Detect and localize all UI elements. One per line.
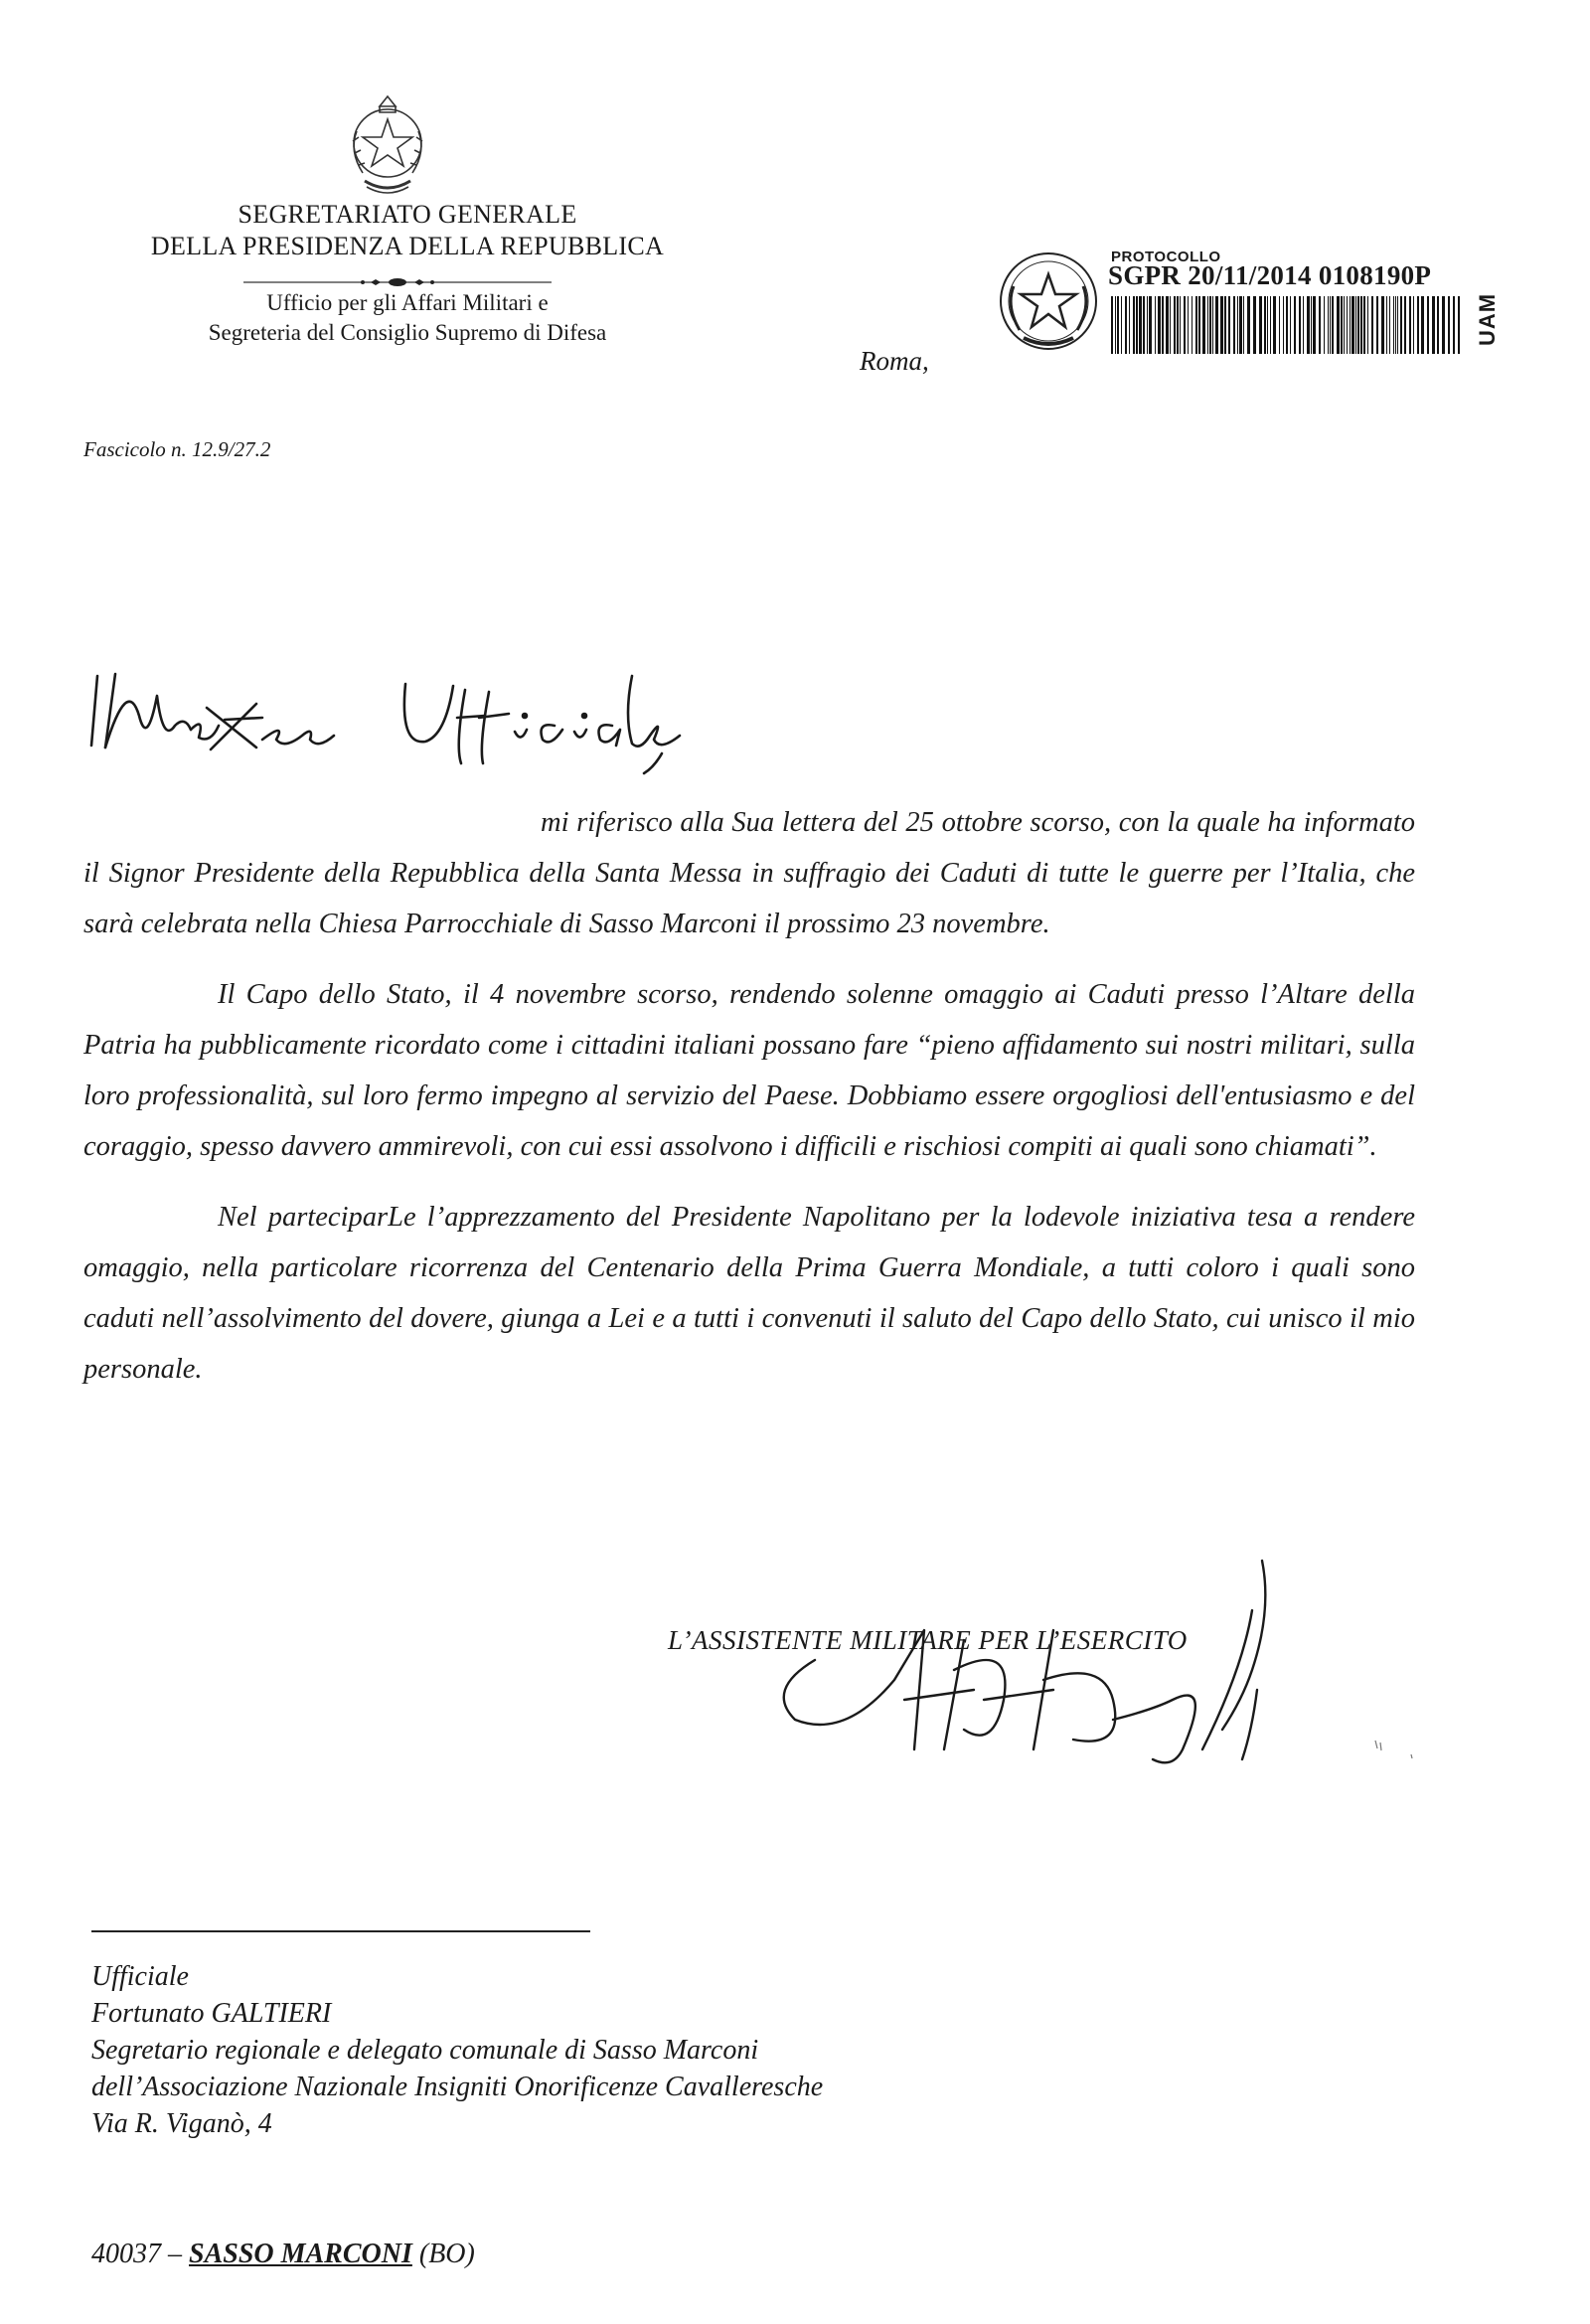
- recipient-line-4: dell’Associazione Nazionale Insigniti Onorificenze Cavalleresche: [91, 2072, 824, 2102]
- barcode-bar: [1212, 296, 1213, 354]
- barcode-bar: [1158, 296, 1161, 354]
- barcode-bar: [1371, 296, 1373, 354]
- barcode-bar: [1139, 296, 1142, 354]
- barcode-bar: [1149, 296, 1152, 354]
- barcode-bar: [1224, 296, 1226, 354]
- barcode-bar: [1360, 296, 1362, 354]
- barcode-bar: [1417, 296, 1419, 354]
- barcode-bar: [1393, 296, 1394, 354]
- signatory-title: L’ASSISTENTE MILITARE PER L’ESERCITO: [668, 1625, 1188, 1655]
- handwritten-salutation: [87, 656, 684, 775]
- barcode-bar: [1237, 296, 1238, 354]
- barcode-bar: [1233, 296, 1235, 354]
- barcode-bar: [1350, 296, 1351, 354]
- barcode-bar: [1209, 296, 1211, 354]
- barcode-bar: [1155, 296, 1156, 354]
- barcode-bar: [1381, 296, 1384, 354]
- barcode-bar: [1432, 296, 1435, 354]
- barcode-bar: [1400, 296, 1402, 354]
- letterhead-org-line1: SEGRETARIATO GENERALE: [238, 200, 577, 229]
- barcode-bar: [1367, 296, 1368, 354]
- letter-body: [83, 797, 1415, 1414]
- recipient-line-1: Ufficiale: [91, 1961, 189, 1992]
- barcode-bar: [1125, 296, 1127, 354]
- protocol-side-code-text: UAM: [1475, 292, 1500, 346]
- barcode-bar: [1313, 296, 1316, 354]
- letterhead-office-line2: Segreteria del Consiglio Supremo di Difesa: [208, 320, 607, 345]
- file-reference: Fascicolo n. 12.9/27.2: [83, 437, 271, 461]
- barcode-bar: [1337, 296, 1340, 354]
- barcode-bar: [1270, 296, 1271, 354]
- barcode-bar: [1404, 296, 1406, 354]
- barcode-bar: [1117, 296, 1119, 354]
- barcode-bar: [1352, 296, 1354, 354]
- barcode-bar: [1324, 296, 1325, 354]
- recipient-line-2: Fortunato GALTIERI: [91, 1998, 332, 2029]
- barcode-bar: [1115, 296, 1116, 354]
- barcode-bar: [1267, 296, 1268, 354]
- barcode-bar: [1299, 296, 1301, 354]
- barcode-bar: [1290, 296, 1291, 354]
- barcode-bar: [1215, 296, 1218, 354]
- protocol-label: PROTOCOLLO: [1111, 249, 1221, 265]
- barcode-bar: [1344, 296, 1345, 354]
- barcode-bar: [1273, 296, 1276, 354]
- protocol-number: SGPR 20/11/2014 0108190P: [1108, 260, 1432, 290]
- barcode-bar: [1283, 296, 1284, 354]
- barcode-bar: [1311, 296, 1312, 354]
- letterhead-ornament-divider: [243, 274, 552, 284]
- barcode-bar: [1180, 296, 1181, 354]
- barcode-bar: [1442, 296, 1445, 354]
- italian-republic-emblem-icon: [343, 91, 432, 201]
- barcode-bar: [1259, 296, 1262, 354]
- barcode-bar: [1376, 296, 1378, 354]
- barcode-bar: [1303, 296, 1304, 354]
- letterhead-org-line2: DELLA PRESIDENZA DELLA REPUBBLICA: [150, 232, 665, 260]
- barcode-bar: [1174, 296, 1176, 354]
- barcode-bar: [1143, 296, 1145, 354]
- italian-republic-seal-icon: [994, 247, 1103, 356]
- barcode-bar: [1220, 296, 1223, 354]
- protocol-side-code: [1469, 280, 1509, 350]
- barcode-bar: [1363, 296, 1365, 354]
- barcode-bar: [1332, 296, 1334, 354]
- barcode-bar: [1347, 296, 1348, 354]
- barcode-bar: [1177, 296, 1179, 354]
- barcode-bar: [1355, 296, 1356, 354]
- barcode-bar: [1129, 296, 1130, 354]
- barcode-bar: [1147, 296, 1148, 354]
- barcode-bar: [1395, 296, 1396, 354]
- barcode-bar: [1330, 296, 1331, 354]
- barcode-bar: [1136, 296, 1138, 354]
- barcode-bar: [1162, 296, 1164, 354]
- barcode-bar: [1170, 296, 1171, 354]
- barcode-bar: [1386, 296, 1387, 354]
- recipient-postcode: 40037 –: [91, 2239, 182, 2269]
- barcode-bar: [1228, 296, 1230, 354]
- barcode-bar: [1437, 296, 1439, 354]
- barcode-bar: [1453, 296, 1455, 354]
- barcode-bar: [1328, 296, 1329, 354]
- barcode-bar: [1195, 296, 1197, 354]
- barcode-bar: [1121, 296, 1122, 354]
- address-separator: [91, 1930, 590, 1932]
- barcode-bar: [1253, 296, 1256, 354]
- barcode-bar: [1133, 296, 1135, 354]
- barcode-bar: [1286, 296, 1288, 354]
- barcode-bar: [1448, 296, 1450, 354]
- body-paragraph-3: Nel parteciparLe l’apprezzamento del Presidente Napolitano per la lodevole iniziativa tesa a rendere omaggio, nella particolare ricorrenza del Centenario della Prima Guerra Mondiale, a tutti coloro i quali sono caduti nell’assolvimento del dovere, giunga a Lei e a tutti i convenuti il saluto del Capo dello Stato, cui unisco il mio personale.: [83, 1202, 1415, 1385]
- barcode-bar: [1319, 296, 1321, 354]
- recipient-city-line: [91, 2239, 475, 2270]
- barcode-bar: [1243, 296, 1244, 354]
- barcode-bar: [1188, 296, 1189, 354]
- recipient-address: [91, 1958, 823, 2142]
- barcode-bar: [1427, 296, 1429, 354]
- letterhead-office: [119, 288, 696, 348]
- barcode-icon: [1111, 296, 1461, 354]
- barcode-bar: [1341, 296, 1343, 354]
- recipient-line-3: Segretario regionale e delegato comunale di Sasso Marconi: [91, 2035, 759, 2066]
- body-paragraph-1: mi riferisco alla Sua lettera del 25 ottobre scorso, con la quale ha informato il Signor Presidente della Repubblica della Santa Messa in suffragio dei Caduti di tutte le guerre per l’Italia, che sarà celebrata nella Chiesa Parrocchiale di Sasso Marconi il prossimo 23 novembre.: [83, 807, 1415, 939]
- barcode-bar: [1239, 296, 1242, 354]
- recipient-line-5: Via R. Viganò, 4: [91, 2108, 272, 2139]
- recipient-town: SASSO MARCONI: [189, 2239, 412, 2269]
- barcode-bar: [1294, 296, 1296, 354]
- barcode-bar: [1421, 296, 1424, 354]
- body-paragraph-2: Il Capo dello Stato, il 4 novembre scorso, rendendo solenne omaggio ai Caduti presso l’Altare della Patria ha pubblicamente ricordato come i cittadini italiani possano fare “pieno affidamento sui nostri militari, sulla loro professionalità, sul loro fermo impegno al servizio del Paese. Dobbiamo essere orgogliosi dell'entusiasmo e del coraggio, spesso davvero ammirevoli, con cui essi assolvono i difficili e rischiosi compiti ai quali sono chiamati”.: [83, 979, 1415, 1162]
- barcode-bar: [1111, 296, 1113, 354]
- barcode-bar: [1279, 296, 1280, 354]
- letterhead-office-line1: Ufficio per gli Affari Militari e: [266, 290, 549, 315]
- handwritten-signature: [755, 1551, 1312, 1779]
- barcode-bar: [1413, 296, 1414, 354]
- barcode-bar: [1184, 296, 1186, 354]
- barcode-bar: [1307, 296, 1310, 354]
- scan-specks: [1371, 1735, 1431, 1774]
- barcode-bar: [1397, 296, 1398, 354]
- letterhead-organization: [119, 199, 696, 262]
- barcode-bar: [1357, 296, 1359, 354]
- barcode-bar: [1458, 296, 1460, 354]
- barcode-bar: [1409, 296, 1411, 354]
- place-of-writing: Roma,: [860, 346, 929, 376]
- barcode-bar: [1264, 296, 1266, 354]
- barcode-bar: [1389, 296, 1390, 354]
- barcode-bar: [1166, 296, 1169, 354]
- barcode-bar: [1207, 296, 1208, 354]
- barcode-bar: [1198, 296, 1200, 354]
- recipient-province: (BO): [418, 2239, 475, 2269]
- barcode-bar: [1202, 296, 1205, 354]
- barcode-bar: [1247, 296, 1250, 354]
